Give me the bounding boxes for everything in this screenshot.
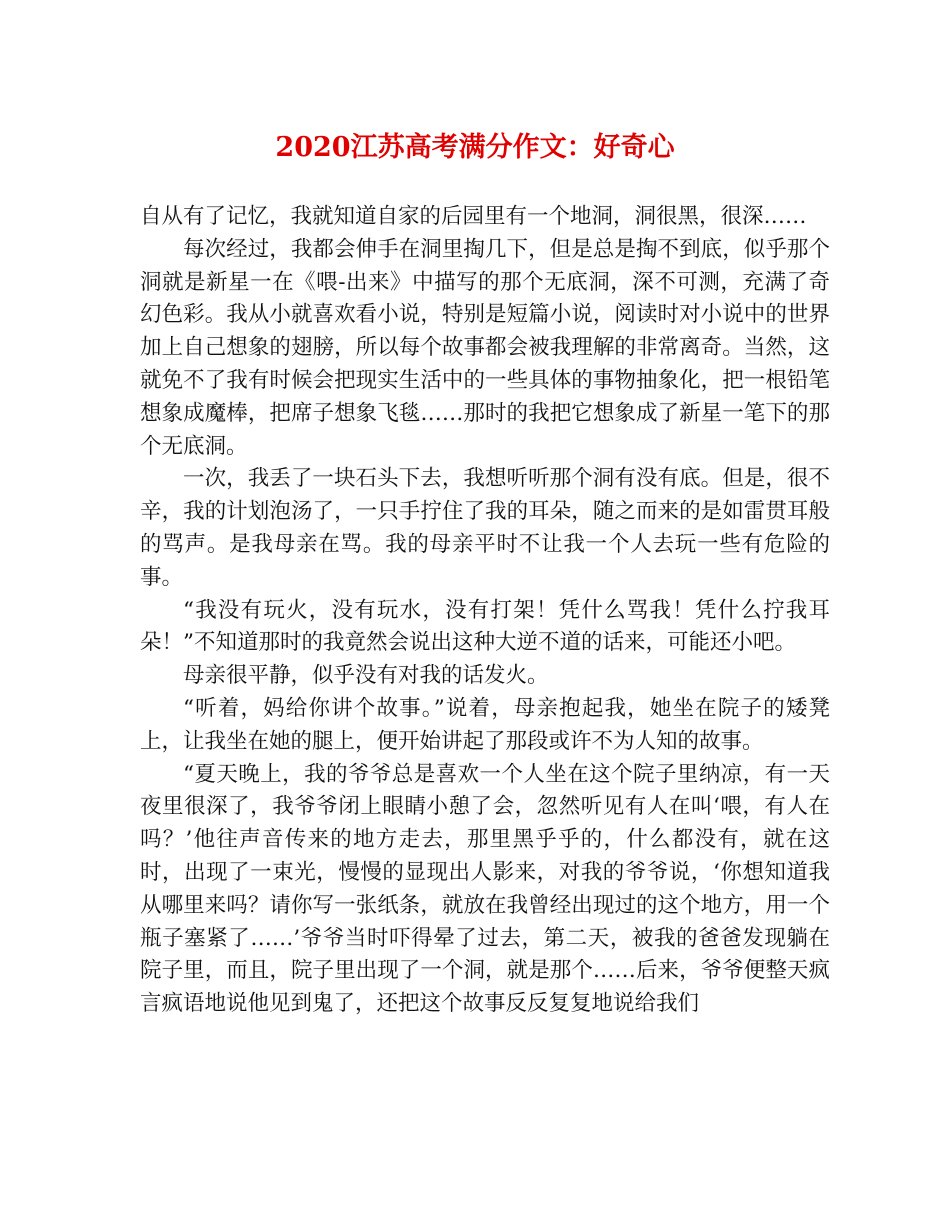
paragraph: “我没有玩火，没有玩水，没有打架！凭什么骂我！凭什么拧我耳朵！”不知道那时的我竟然会说出这种大逆不道的话来，可能还小吧。 [140, 597, 830, 656]
paragraph: 每次经过，我都会伸手在洞里掏几下，但是总是掏不到底，似乎那个洞就是新星一在《喂-出来》中描写的那个无底洞，深不可测，充满了奇幻色彩。我从小就喜欢看小说，特别是短篇小说，阅读时对小说中的世界加上自己想象的翅膀，所以每个故事都会被我理解的非常离奇。当然，这就免不了我有时候会把现实生活中的一些具体的事物抽象化，把一根铅笔想象成魔棒，把席子想象飞毯……那时的我把它想象成了新星一笔下的那个无底洞。 [140, 236, 830, 459]
paragraph: 自从有了记忆，我就知道自家的后园里有一个地洞，洞很黑，很深…… [140, 204, 807, 229]
paragraph: 母亲很平静，似乎没有对我的话发火。 [183, 663, 549, 689]
paragraph: 一次，我丢了一块石头下去，我想听听那个洞有没有底。但是，很不辛，我的计划泡汤了，一只手拧住了我的耳朵，随之而来的是如雷贯耳般的骂声。是我母亲在骂。我的母亲平时不让我一个人去玩一些有危险的事。 [140, 466, 830, 590]
essay-body [140, 201, 830, 1021]
document-title: 2020江苏高考满分作文：好奇心 [275, 132, 675, 163]
paragraph: “夏天晚上，我的爷爷总是喜欢一个人坐在这个院子里纳凉，有一天夜里很深了，我爷爷闭上眼睛小憩了会，忽然听见有人在叫‘喂，有人在吗？’他往声音传来的地方走去，那里黑乎乎的，什么都没有，就在这时，出现了一束光，慢慢的显现出人影来，对我的爷爷说，‘你想知道我从哪里来吗？请你写一张纸条，就放在我曾经出现过的这个地方，用一个瓶子塞紧了……’爷爷当时吓得晕了过去，第二天，被我的爸爸发现躺在院子里，而且，院子里出现了一个洞，就是那个……后来，爷爷便整天疯言疯语地说他见到鬼了，还把这个故事反反复复地说给我们 [140, 761, 830, 1017]
paragraph: “听着，妈给你讲个故事。”说着，母亲抱起我，她坐在院子的矮凳上，让我坐在她的腿上，便开始讲起了那段或许不为人知的故事。 [140, 695, 830, 754]
